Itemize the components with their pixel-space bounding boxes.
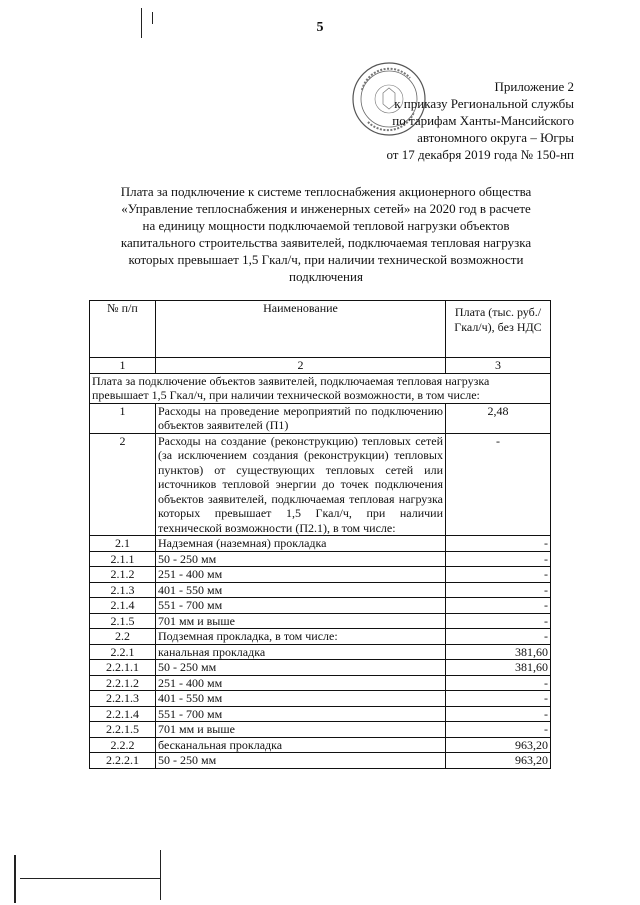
scan-artifact [20, 878, 160, 879]
row-name: 701 мм и выше [156, 722, 446, 738]
row-name: 50 - 250 мм [156, 551, 446, 567]
row-fee: 963,20 [446, 753, 551, 769]
appendix-line: от 17 декабря 2019 года № 150-нп [386, 147, 574, 162]
row-fee: - [446, 629, 551, 645]
document-title [78, 183, 574, 285]
table-row [90, 722, 551, 738]
row-number: 2.2 [90, 629, 156, 645]
table-row [90, 737, 551, 753]
table-row [90, 691, 551, 707]
col-number: 1 [90, 358, 156, 374]
appendix-line: автономного округа – Югры [417, 130, 574, 145]
row-name: Надземная (наземная) прокладка [156, 536, 446, 552]
title-line: которых превышает 1,5 Гкал/ч, при наличии технической возможности [128, 252, 524, 267]
row-number: 2.2.2 [90, 737, 156, 753]
row-number: 2.1.4 [90, 598, 156, 614]
title-line: подключения [289, 269, 363, 284]
row-fee: 2,48 [446, 403, 551, 433]
row-number: 2.2.1.5 [90, 722, 156, 738]
row-name: бесканальная прокладка [156, 737, 446, 753]
col-number: 3 [446, 358, 551, 374]
row-fee: - [446, 598, 551, 614]
row-number: 2.1.3 [90, 582, 156, 598]
row-name: 551 - 700 мм [156, 598, 446, 614]
table-row [90, 536, 551, 552]
row-number: 1 [90, 403, 156, 433]
header-num: № п/п [90, 301, 156, 358]
row-fee: - [446, 675, 551, 691]
table-row [90, 433, 551, 536]
row-number: 2.2.1.4 [90, 706, 156, 722]
row-number: 2.1 [90, 536, 156, 552]
row-name: 50 - 250 мм [156, 753, 446, 769]
row-name: 401 - 550 мм [156, 691, 446, 707]
col-number: 2 [156, 358, 446, 374]
row-number: 2.1.1 [90, 551, 156, 567]
row-number: 2.2.1.3 [90, 691, 156, 707]
row-name: 251 - 400 мм [156, 567, 446, 583]
row-name: 251 - 400 мм [156, 675, 446, 691]
header-name: Наименование [156, 301, 446, 358]
row-fee: - [446, 582, 551, 598]
table-header-row [90, 301, 551, 358]
row-name: Расходы на проведение мероприятий по подключению объектов заявителей (П1) [156, 403, 446, 433]
row-number: 2.2.2.1 [90, 753, 156, 769]
row-number: 2.2.1.2 [90, 675, 156, 691]
row-name: 401 - 550 мм [156, 582, 446, 598]
row-name: 551 - 700 мм [156, 706, 446, 722]
table-row [90, 675, 551, 691]
row-name: 701 мм и выше [156, 613, 446, 629]
table-row [90, 551, 551, 567]
row-fee: 381,60 [446, 644, 551, 660]
row-number: 2.1.2 [90, 567, 156, 583]
table-row [90, 660, 551, 676]
row-number: 2.2.1.1 [90, 660, 156, 676]
header-fee: Плата (тыс. руб./Гкал/ч), без НДС [446, 301, 551, 358]
section-row [90, 373, 551, 403]
row-fee: - [446, 433, 551, 536]
title-line: капитального строительства заявителей, подключаемая тепловая нагрузка [120, 235, 532, 250]
table-row [90, 567, 551, 583]
table-body [90, 403, 551, 768]
table-row [90, 613, 551, 629]
appendix-line: к приказу Региональной службы [394, 96, 574, 111]
appendix-header [334, 78, 574, 163]
column-number-row [90, 358, 551, 374]
row-number: 2 [90, 433, 156, 536]
row-fee: 381,60 [446, 660, 551, 676]
table-row [90, 598, 551, 614]
row-fee: - [446, 691, 551, 707]
appendix-line: по тарифам Ханты-Мансийского [392, 113, 574, 128]
table-row [90, 644, 551, 660]
table-row [90, 706, 551, 722]
table-row [90, 753, 551, 769]
page-number: 5 [316, 20, 324, 35]
title-line: Плата за подключение к системе теплоснабжения акционерного общества [120, 184, 532, 199]
scan-artifact [160, 850, 161, 900]
row-name: Расходы на создание (реконструкцию) тепловых сетей (за исключением создания (реконструкции) тепловых пунктов) от существующих тепловых сетей или источников тепловой энергии до точек подключения объектов заявителей, подключаемая тепловая нагрузка которых превышает 1,5 Гкал/ч, при наличии технической возможности (П2.1), в том числе: [156, 433, 446, 536]
row-fee: - [446, 567, 551, 583]
tariff-table [89, 300, 551, 769]
row-fee: - [446, 722, 551, 738]
row-fee: - [446, 706, 551, 722]
row-fee: 963,20 [446, 737, 551, 753]
row-fee: - [446, 613, 551, 629]
row-fee: - [446, 551, 551, 567]
table-row [90, 403, 551, 433]
title-line: «Управление теплоснабжения и инженерных сетей» на 2020 год в расчете [121, 201, 531, 216]
appendix-line: Приложение 2 [494, 79, 574, 94]
row-name: Подземная прокладка, в том числе: [156, 629, 446, 645]
row-name: 50 - 250 мм [156, 660, 446, 676]
section-heading: Плата за подключение объектов заявителей, подключаемая тепловая нагрузка превышает 1,5 Гкал/ч, при наличии технической возможности, в том числе: [90, 373, 551, 403]
row-number: 2.1.5 [90, 613, 156, 629]
table-row [90, 582, 551, 598]
row-name: канальная прокладка [156, 644, 446, 660]
row-number: 2.2.1 [90, 644, 156, 660]
scan-artifact [14, 855, 16, 903]
table-row [90, 629, 551, 645]
row-fee: - [446, 536, 551, 552]
title-line: на единицу мощности подключаемой тепловой нагрузки объектов [142, 218, 510, 233]
